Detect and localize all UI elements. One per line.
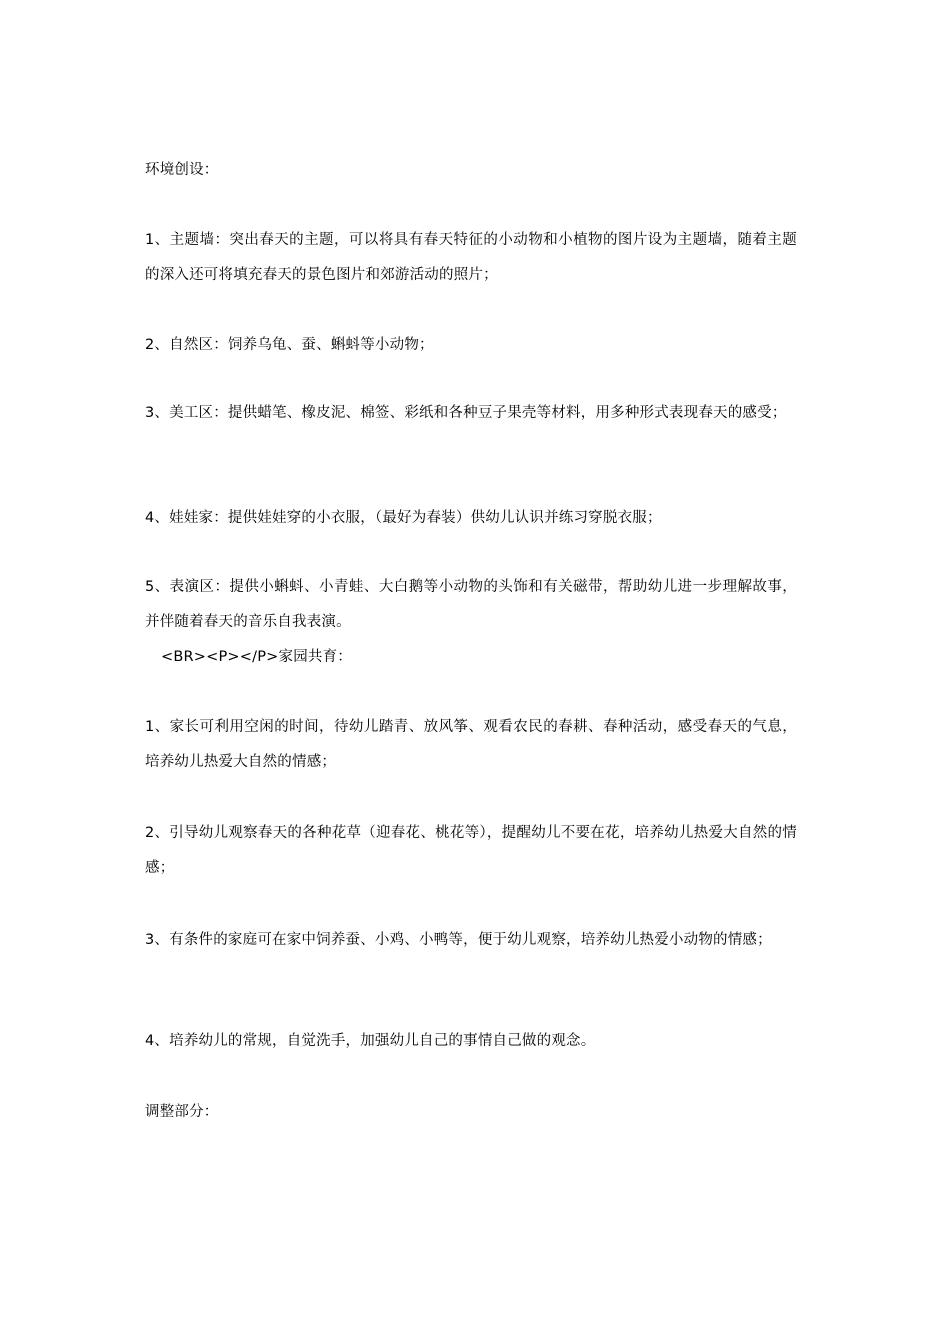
document-page	[145, 0, 797, 1344]
home-item-4: 4、培养幼儿的常规，自觉洗手，加强幼儿自己的事情自己做的观念。	[145, 1033, 596, 1049]
home-item-3: 3、有条件的家庭可在家中饲养蚕、小鸡、小鸭等，便于幼儿观察，培养幼儿热爱小动物的情感；	[145, 932, 772, 948]
adjust-heading: 调整部分：	[145, 1104, 219, 1120]
env-item-3: 3、美工区：提供蜡笔、橡皮泥、棉签、彩纸和各种豆子果壳等材料，用多种形式表现春天的感受；	[145, 405, 787, 421]
env-item-1: 1、主题墙：突出春天的主题，可以将具有春天特征的小动物和小植物的图片设为主题墙，随着主题的深入还可将填充春天的景色图片和郊游活动的照片；	[145, 232, 797, 283]
env-item-2: 2、自然区：饲养乌龟、蚕、蝌蚪等小动物；	[145, 337, 434, 353]
home-item-2: 2、引导幼儿观察春天的各种花草（迎春花、桃花等），提醒幼儿不要在花，培养幼儿热爱大自然的情感；	[145, 825, 797, 876]
env-item-5: 5、表演区：提供小蝌蚪、小青蛙、大白鹅等小动物的头饰和有关磁带，帮助幼儿进一步理解故事，并伴随着春天的音乐自我表演。	[145, 579, 797, 630]
env-item-4: 4、娃娃家：提供娃娃穿的小衣服，（最好为春装）供幼儿认识并练习穿脱衣服；	[145, 510, 662, 526]
home-heading: <BR><P></P>家园共育：	[161, 649, 352, 665]
home-item-1: 1、家长可利用空闲的时间，待幼儿踏青、放风筝、观看农民的春耕、春种活动，感受春天的气息，培养幼儿热爱大自然的情感；	[145, 719, 797, 770]
env-heading: 环境创设：	[145, 162, 219, 178]
